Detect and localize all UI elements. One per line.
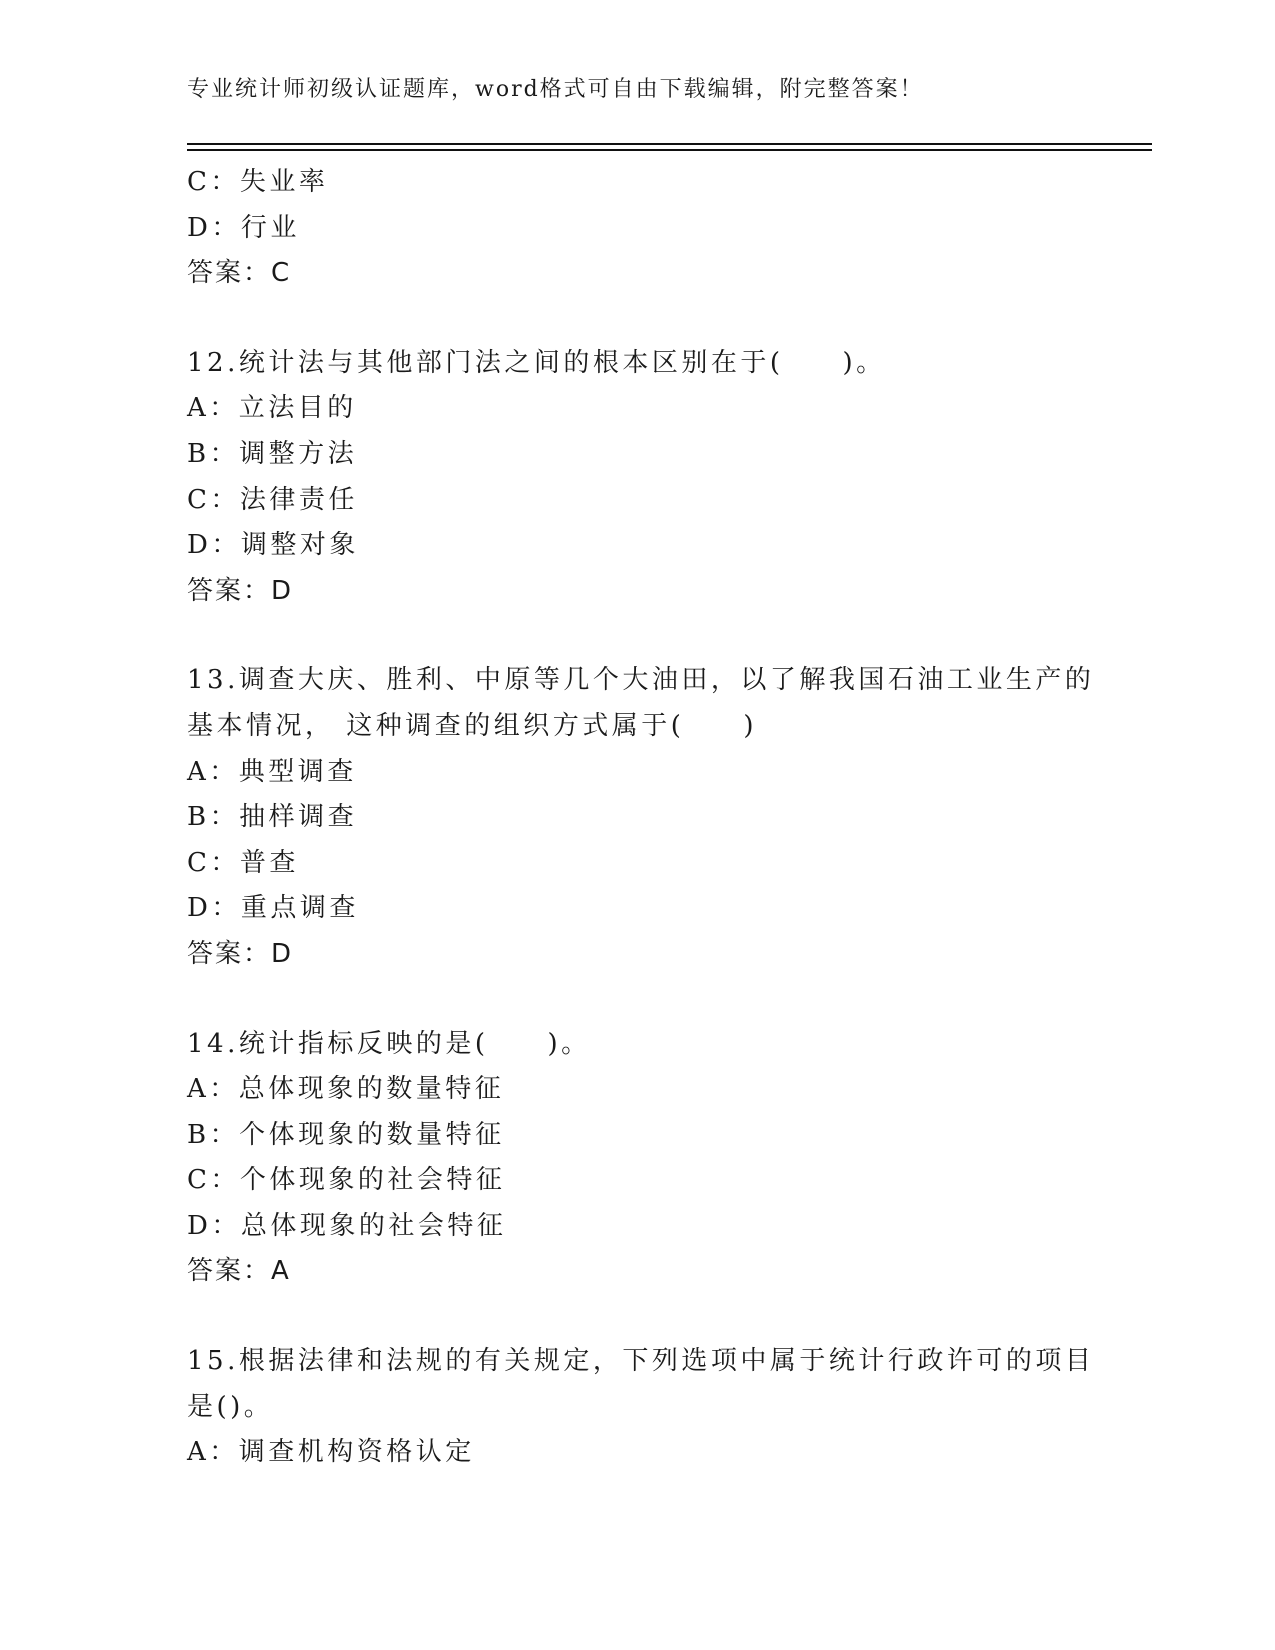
question-text: 13.调查大庆、胜利、中原等几个大油田，以了解我国石油工业生产的 (187, 665, 1095, 696)
document-body (187, 160, 1147, 1476)
option-b: B：抽样调查 (187, 802, 358, 833)
option-c: C：个体现象的社会特征 (187, 1165, 506, 1196)
question-14 (187, 1022, 1147, 1296)
option-a: A：典型调查 (187, 756, 357, 787)
question-text-continued: 基本情况， 这种调查的组织方式属于( ) (187, 710, 758, 741)
header-rule-top (187, 143, 1152, 145)
question-11-continued (187, 160, 1147, 297)
option-d: D：重点调查 (187, 893, 359, 924)
option-a: A：总体现象的数量特征 (187, 1074, 505, 1105)
option-b: B：调整方法 (187, 438, 358, 469)
question-15 (187, 1339, 1147, 1476)
question-text: 14.统计指标反映的是( )。 (187, 1028, 591, 1059)
answer-line: 答案：D (187, 938, 294, 969)
option-b: B：个体现象的数量特征 (187, 1119, 505, 1150)
option-c: C：法律责任 (187, 484, 358, 515)
option-d: D：总体现象的社会特征 (187, 1210, 507, 1241)
option-a: A：调查机构资格认定 (187, 1437, 475, 1468)
option-d: D：调整对象 (187, 530, 359, 561)
question-text-continued: 是()。 (187, 1391, 274, 1422)
question-text: 15.根据法律和法规的有关规定，下列选项中属于统计行政许可的项目 (187, 1346, 1095, 1377)
page-header: 专业统计师初级认证题库，word格式可自由下载编辑，附完整答案！ (187, 77, 924, 102)
question-12 (187, 341, 1147, 615)
answer-line: 答案：A (187, 1256, 291, 1287)
question-13 (187, 658, 1147, 977)
question-text: 12.统计法与其他部门法之间的根本区别在于( )。 (187, 347, 886, 378)
answer-line: 答案：C (187, 258, 292, 289)
option-c: C：普查 (187, 847, 299, 878)
answer-line: 答案：D (187, 575, 294, 606)
option-c: C：失业率 (187, 167, 329, 197)
option-a: A：立法目的 (187, 393, 357, 424)
option-d: D：行业 (187, 212, 300, 243)
header-rule-bottom (187, 149, 1152, 151)
